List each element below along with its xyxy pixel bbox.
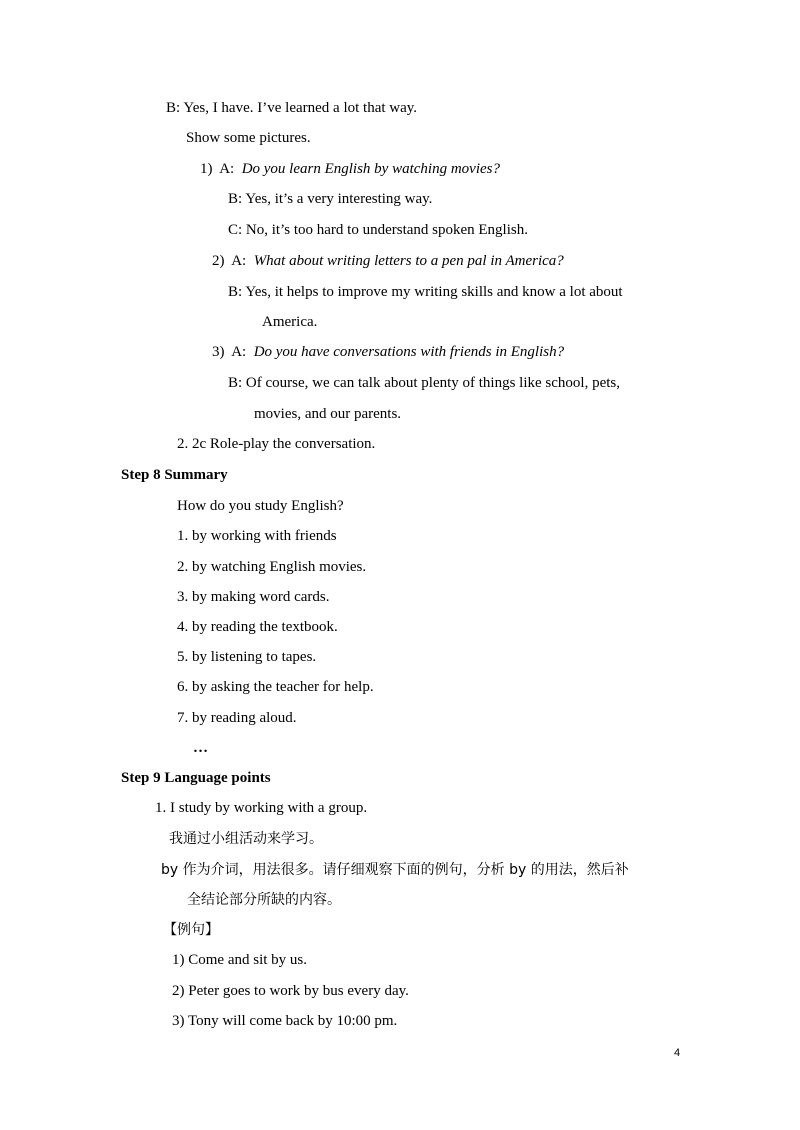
show-pictures-line: Show some pictures.: [186, 130, 311, 146]
summary-item-4: 4. by reading the textbook.: [177, 619, 338, 635]
summary-item-2: 2. by watching English movies.: [177, 559, 367, 575]
dialogue-item-2-a: [212, 251, 564, 271]
step8-heading: Step 8 Summary: [121, 467, 228, 483]
example-sentence-3: 3) Tony will come back by 10:00 pm.: [172, 1013, 398, 1029]
dialogue-item-1-b: B: Yes, it’s a very interesting way.: [228, 191, 433, 207]
summary-item-6: 6. by asking the teacher for help.: [177, 679, 374, 695]
summary-item-5: 5. by listening to tapes.: [177, 649, 317, 665]
dialogue-item-3-b: B: Of course, we can talk about plenty of things like school, pets,: [228, 375, 620, 391]
dialogue-b-reply: B: Yes, I have. I’ve learned a lot that way.: [166, 100, 418, 116]
language-point-1: 1. I study by working with a group.: [155, 800, 368, 816]
item-number: 1): [200, 161, 213, 177]
dialogue-item-2-b: B: Yes, it helps to improve my writing skills and know a lot about: [228, 284, 623, 300]
dialogue-item-3-a: [212, 342, 564, 362]
dialogue-item-2-b-cont: America.: [262, 314, 318, 330]
speaker-label: A:: [231, 253, 247, 269]
page-number: 4: [674, 1047, 681, 1059]
dialogue-item-1-c: C: No, it’s too hard to understand spoken English.: [228, 222, 528, 238]
item-number: 2): [212, 253, 225, 269]
question-text: Do you have conversations with friends in English?: [253, 344, 565, 360]
example-sentence-2: 2) Peter goes to work by bus every day.: [172, 983, 409, 999]
question-text: What about writing letters to a pen pal in America?: [253, 253, 564, 269]
example-sentence-1: 1) Come and sit by us.: [172, 952, 307, 968]
step9-heading: Step 9 Language points: [121, 770, 271, 786]
usage-note-line-1: by 作为介词，用法很多。请仔细观察下面的例句，分析 by 的用法，然后补: [161, 862, 629, 878]
speaker-label: A:: [219, 161, 235, 177]
speaker-label: A:: [231, 344, 247, 360]
example-label: 【例句】: [163, 922, 219, 938]
summary-item-3: 3. by making word cards.: [177, 589, 330, 605]
item-number: 3): [212, 344, 225, 360]
summary-item-7: 7. by reading aloud.: [177, 710, 297, 726]
role-play-line: 2. 2c Role-play the conversation.: [177, 436, 376, 452]
dialogue-item-3-b-cont: movies, and our parents.: [254, 406, 402, 422]
dialogue-item-1-a: [200, 159, 500, 179]
question-text: Do you learn English by watching movies?: [241, 161, 500, 177]
summary-ellipsis: …: [193, 740, 208, 756]
usage-note-line-2: 全结论部分所缺的内容。: [187, 892, 341, 908]
summary-item-1: 1. by working with friends: [177, 528, 337, 544]
chinese-translation: 我通过小组活动来学习。: [169, 831, 323, 847]
step8-question: How do you study English?: [177, 498, 344, 514]
